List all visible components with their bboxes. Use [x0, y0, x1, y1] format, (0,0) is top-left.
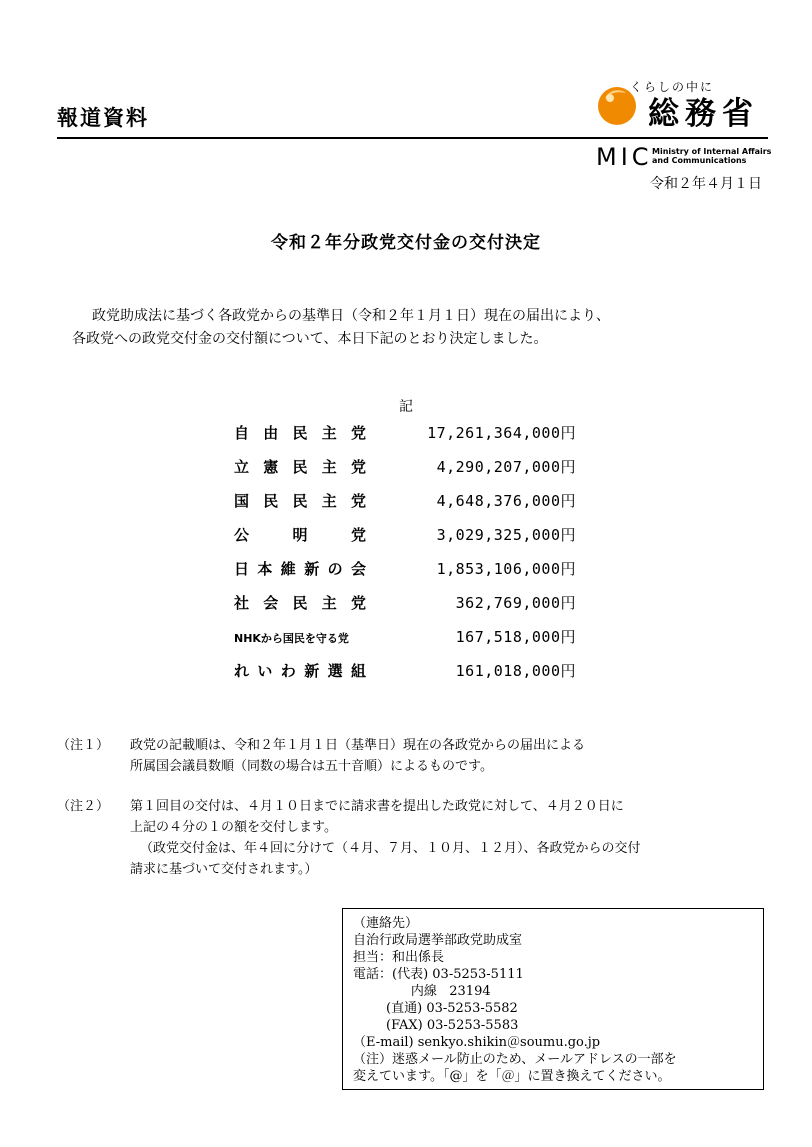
note-line: 上記の４分の１の額を交付します。 — [130, 820, 337, 835]
party-name: 自由民主党 — [234, 424, 366, 442]
party-name: 立憲民主党 — [234, 458, 366, 476]
contact-line: 自治行政局選挙部政党助成室 — [353, 933, 523, 948]
note-line: 所属国会議員数順（同数の場合は五十音順）によるものです。 — [130, 759, 493, 774]
ministry-tagline: くらしの中に — [630, 80, 715, 94]
mic-english-name — [652, 147, 771, 165]
contact-email[interactable]: （E-mail) senkyo.shikin＠soumu.go.jp — [353, 1035, 601, 1050]
party-amount: 161,018,000円 — [455, 662, 576, 680]
note-line: 第１回目の交付は、４月１０日までに請求書を提出した政党に対して、４月２０日に — [130, 799, 624, 814]
party-amount: 4,648,376,000円 — [436, 492, 576, 510]
party-row — [234, 456, 594, 490]
header-rule — [57, 137, 768, 139]
party-name: 国民民主党 — [234, 492, 366, 510]
note-2 — [57, 796, 777, 880]
ministry-logo-icon — [596, 85, 638, 127]
contact-line: (FAX) 03-5253-5583 — [353, 1018, 519, 1033]
report-label: 報道資料 — [57, 106, 149, 130]
contact-line: 内線 23194 — [353, 984, 491, 999]
party-name: 社会民主党 — [234, 594, 366, 612]
party-row — [234, 524, 594, 558]
ki-heading: 記 — [399, 399, 413, 415]
contact-line: 変えています。「@」を「＠」に置き換えてください。 — [353, 1069, 671, 1084]
mic-english-line: and Communications — [652, 156, 747, 165]
party-row — [234, 660, 594, 694]
page-title: 令和２年分政党交付金の交付決定 — [271, 233, 541, 253]
party-allocation-list — [234, 422, 594, 694]
contact-line: 電話：(代表) 03-5253-5111 — [353, 967, 524, 982]
intro-line: 各政党への政党交付金の交付額について、本日下記のとおり決定しました。 — [72, 331, 548, 347]
note-line: （政党交付金は、年４回に分けて（４月、７月、１０月、１２月）、各政党からの交付 — [140, 841, 641, 856]
party-name: れいわ新選組 — [234, 662, 366, 680]
party-row — [234, 626, 594, 660]
note-tag: （注２） — [57, 799, 110, 814]
mic-wordmark: MIC — [596, 143, 653, 171]
contact-line: (直通) 03-5253-5582 — [353, 1001, 518, 1016]
note-line: 請求に基づいて交付されます。） — [130, 862, 318, 877]
contact-line: 担当：和出係長 — [353, 950, 445, 965]
contact-line: （注）迷惑メール防止のため、メールアドレスの一部を — [353, 1052, 677, 1067]
release-date: 令和２年４月１日 — [650, 176, 762, 192]
party-name: 公明党 — [234, 526, 366, 544]
party-name: NHKから国民を守る党 — [234, 632, 349, 645]
contact-box — [342, 908, 764, 1090]
party-amount: 17,261,364,000円 — [427, 424, 576, 442]
note-line: 政党の記載順は、令和２年１月１日（基準日）現在の各政党からの届出による — [130, 738, 586, 753]
party-row — [234, 490, 594, 524]
intro-paragraph — [72, 305, 752, 351]
party-row — [234, 592, 594, 626]
note-tag: （注１） — [57, 738, 110, 753]
ministry-name: 総務省 — [648, 96, 759, 132]
party-row — [234, 558, 594, 592]
contact-line: （連絡先） — [353, 916, 419, 931]
intro-line: 政党助成法に基づく各政党からの基準日（令和２年１月１日）現在の届出により、 — [92, 308, 610, 324]
party-row — [234, 422, 594, 456]
party-amount: 3,029,325,000円 — [436, 526, 576, 544]
mic-english-line: Ministry of Internal Affairs — [652, 147, 772, 156]
party-amount: 167,518,000円 — [455, 628, 576, 646]
party-amount: 4,290,207,000円 — [436, 458, 576, 476]
party-amount: 1,853,106,000円 — [436, 560, 576, 578]
party-amount: 362,769,000円 — [455, 594, 576, 612]
note-1 — [57, 735, 777, 777]
party-name: 日本維新の会 — [234, 560, 366, 578]
